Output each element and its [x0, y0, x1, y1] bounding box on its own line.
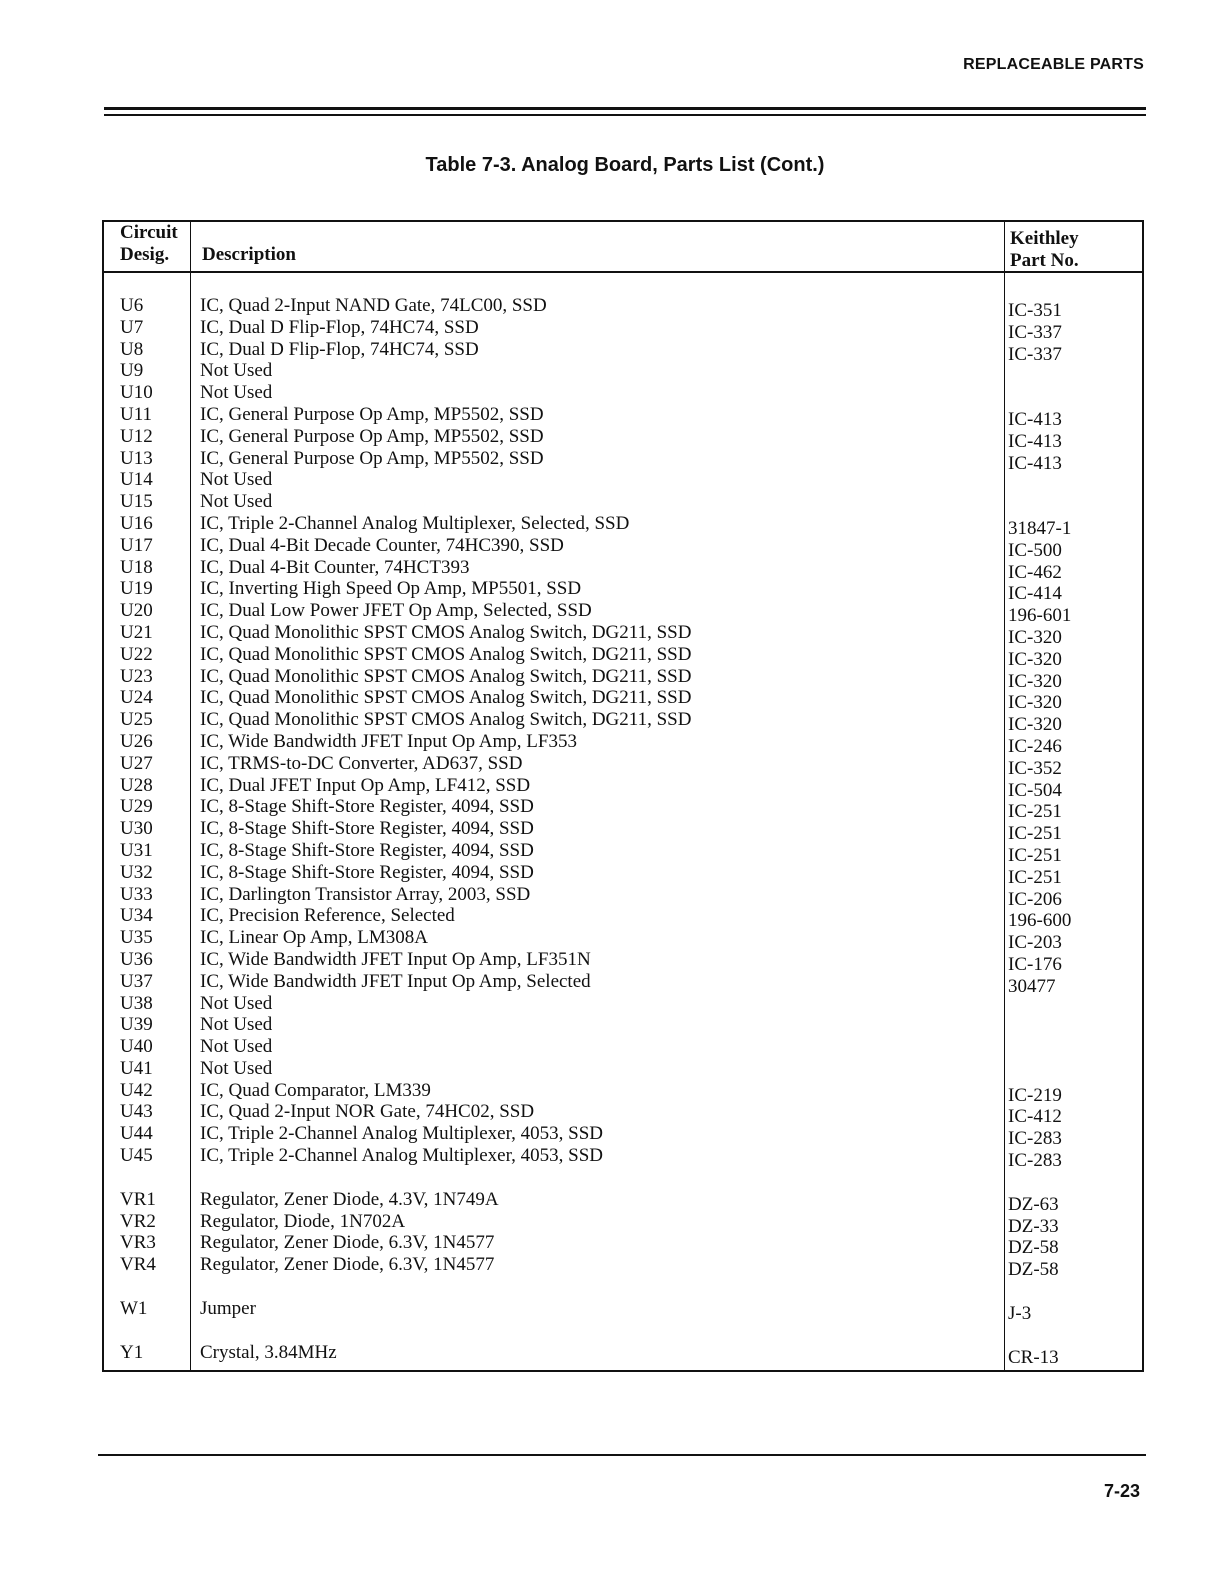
part-number: IC-320	[1008, 670, 1062, 692]
table-row	[104, 1188, 1142, 1215]
circuit-desig: U13	[120, 447, 153, 469]
description: Regulator, Zener Diode, 4.3V, 1N749A	[200, 1188, 499, 1210]
table-row	[104, 1036, 1142, 1058]
part-number: 30477	[1008, 975, 1056, 997]
table-row	[104, 905, 1142, 932]
circuit-desig: U30	[120, 818, 153, 840]
description: IC, 8-Stage Shift-Store Register, 4094, SSD	[200, 861, 534, 883]
circuit-desig: Y1	[120, 1341, 144, 1363]
part-number: DZ-58	[1008, 1237, 1059, 1259]
part-number: IC-320	[1008, 714, 1062, 736]
table-row	[104, 600, 1142, 627]
table-row	[104, 927, 1142, 954]
table-row	[104, 1232, 1142, 1259]
circuit-desig: U23	[120, 665, 153, 687]
description: IC, Dual Low Power JFET Op Amp, Selected, SSD	[200, 600, 592, 622]
circuit-desig: VR2	[120, 1210, 156, 1232]
part-number: IC-412	[1008, 1106, 1062, 1128]
circuit-desig: W1	[120, 1298, 148, 1320]
part-number: IC-414	[1008, 583, 1062, 605]
table-row	[104, 948, 1142, 975]
description: IC, TRMS-to-DC Converter, AD637, SSD	[200, 752, 523, 774]
page-number: 7-23	[1103, 1481, 1140, 1501]
part-number: IC-251	[1008, 801, 1062, 823]
group-spacer	[104, 1276, 1142, 1298]
part-number: IC-283	[1008, 1128, 1062, 1150]
circuit-desig: U26	[120, 730, 153, 752]
description: Not Used	[200, 382, 273, 404]
table-row	[104, 796, 1142, 823]
description: IC, Dual 4-Bit Decade Counter, 74HC390, SSD	[200, 534, 564, 556]
circuit-desig: U31	[120, 839, 153, 861]
group-spacer	[104, 1167, 1142, 1189]
description: Not Used	[200, 1036, 273, 1058]
circuit-desig: U24	[120, 687, 153, 709]
table-row	[104, 1079, 1142, 1106]
description: IC, Dual JFET Input Op Amp, LF412, SSD	[200, 774, 531, 796]
header-divider	[104, 271, 1142, 273]
part-number: IC-246	[1008, 735, 1062, 757]
table-row	[104, 818, 1142, 845]
description: Regulator, Diode, 1N702A	[200, 1210, 406, 1232]
table-row	[104, 643, 1142, 670]
description: Not Used	[200, 491, 273, 513]
table-title: Table 7-3. Analog Board, Parts List (Cont.)	[425, 154, 825, 176]
table-row	[104, 491, 1142, 513]
description: IC, General Purpose Op Amp, MP5502, SSD	[200, 403, 544, 425]
description: IC, Linear Op Amp, LM308A	[200, 927, 428, 949]
part-number: J-3	[1008, 1303, 1032, 1325]
circuit-desig: U41	[120, 1057, 153, 1079]
table-row	[104, 709, 1142, 736]
part-number: IC-413	[1008, 452, 1062, 474]
table-row	[104, 752, 1142, 779]
table-row	[104, 883, 1142, 910]
table-row	[104, 687, 1142, 714]
circuit-desig: U16	[120, 512, 153, 534]
circuit-desig: U20	[120, 600, 153, 622]
part-number: IC-351	[1008, 300, 1062, 321]
column-header-part: Keithley Part No.	[1010, 228, 1079, 271]
circuit-desig: U18	[120, 556, 153, 578]
circuit-desig: U12	[120, 425, 153, 447]
circuit-desig: U40	[120, 1036, 153, 1058]
description: Crystal, 3.84MHz	[200, 1341, 337, 1363]
description: IC, Quad Monolithic SPST CMOS Analog Switch, DG211, SSD	[200, 665, 692, 687]
description: IC, Quad Monolithic SPST CMOS Analog Switch, DG211, SSD	[200, 709, 692, 731]
circuit-desig: U32	[120, 861, 153, 883]
description: IC, Precision Reference, Selected	[200, 905, 455, 927]
description: Not Used	[200, 1014, 273, 1036]
description: IC, Dual D Flip-Flop, 74HC74, SSD	[200, 338, 479, 360]
circuit-desig: U19	[120, 578, 153, 600]
table-row	[104, 1298, 1142, 1325]
part-number: IC-413	[1008, 408, 1062, 430]
part-number: DZ-33	[1008, 1215, 1059, 1237]
description: IC, Quad Monolithic SPST CMOS Analog Switch, DG211, SSD	[200, 687, 692, 709]
table-row	[104, 512, 1142, 539]
circuit-desig: U25	[120, 709, 153, 731]
circuit-desig: U37	[120, 970, 153, 992]
table-row	[104, 447, 1142, 474]
part-number: IC-251	[1008, 844, 1062, 866]
table-row	[104, 382, 1142, 404]
circuit-desig: VR3	[120, 1232, 156, 1254]
part-number: IC-462	[1008, 561, 1062, 583]
table-row	[104, 1123, 1142, 1150]
table-row	[104, 993, 1142, 1015]
description: IC, Wide Bandwidth JFET Input Op Amp, LF353	[200, 730, 577, 752]
part-number: IC-320	[1008, 648, 1062, 670]
table-row	[104, 425, 1142, 452]
parts-table	[102, 220, 1144, 1372]
circuit-desig: U29	[120, 796, 153, 818]
description: IC, Dual 4-Bit Counter, 74HCT393	[200, 556, 470, 578]
description: IC, Dual D Flip-Flop, 74HC74, SSD	[200, 316, 479, 338]
circuit-desig: U11	[120, 403, 153, 425]
circuit-desig: VR1	[120, 1188, 156, 1210]
table-row	[104, 316, 1142, 343]
part-number: IC-413	[1008, 430, 1062, 452]
column-header-description: Description	[202, 244, 296, 265]
circuit-desig: U45	[120, 1145, 153, 1167]
part-number: 196-600	[1008, 910, 1072, 932]
circuit-desig: U17	[120, 534, 153, 556]
description: IC, Quad Monolithic SPST CMOS Analog Switch, DG211, SSD	[200, 643, 692, 665]
part-number: IC-251	[1008, 866, 1062, 888]
part-number: IC-337	[1008, 343, 1062, 365]
description: IC, General Purpose Op Amp, MP5502, SSD	[200, 425, 544, 447]
circuit-desig: U15	[120, 491, 153, 513]
description: Regulator, Zener Diode, 6.3V, 1N4577	[200, 1254, 495, 1276]
table-body	[104, 295, 1142, 1368]
circuit-desig: U8	[120, 338, 144, 360]
part-number: 31847-1	[1008, 517, 1072, 539]
table-row	[104, 1341, 1142, 1368]
column-header-desig: Circuit Desig.	[120, 222, 178, 265]
circuit-desig: U14	[120, 469, 153, 491]
description: Not Used	[200, 360, 273, 382]
part-number: CR-13	[1008, 1346, 1059, 1368]
part-number: IC-337	[1008, 321, 1062, 343]
description: IC, Triple 2-Channel Analog Multiplexer, 4053, SSD	[200, 1123, 603, 1145]
table-row	[104, 1101, 1142, 1128]
table-row	[104, 1058, 1142, 1080]
table-row	[104, 1145, 1142, 1172]
header-rule	[104, 107, 1146, 116]
part-number: IC-320	[1008, 692, 1062, 714]
description: Not Used	[200, 469, 273, 491]
description: Not Used	[200, 1057, 273, 1079]
part-number: IC-206	[1008, 888, 1062, 910]
part-number: IC-500	[1008, 539, 1062, 561]
part-number: 196-601	[1008, 605, 1072, 627]
part-number: IC-283	[1008, 1150, 1062, 1172]
part-number: IC-251	[1008, 823, 1062, 845]
part-number: IC-219	[1008, 1084, 1062, 1106]
circuit-desig: U6	[120, 295, 144, 316]
description: Jumper	[200, 1298, 256, 1320]
description: IC, General Purpose Op Amp, MP5502, SSD	[200, 447, 544, 469]
part-number: DZ-63	[1008, 1193, 1059, 1215]
description: IC, Wide Bandwidth JFET Input Op Amp, LF351N	[200, 948, 591, 970]
circuit-desig: U35	[120, 927, 153, 949]
description: IC, Quad Monolithic SPST CMOS Analog Switch, DG211, SSD	[200, 621, 692, 643]
circuit-desig: U28	[120, 774, 153, 796]
part-number: IC-320	[1008, 626, 1062, 648]
description: IC, Triple 2-Channel Analog Multiplexer, Selected, SSD	[200, 512, 630, 534]
part-number: IC-352	[1008, 757, 1062, 779]
description: Not Used	[200, 992, 273, 1014]
description: IC, Wide Bandwidth JFET Input Op Amp, Selected	[200, 970, 591, 992]
table-row	[104, 730, 1142, 757]
circuit-desig: U38	[120, 992, 153, 1014]
part-number: IC-504	[1008, 779, 1062, 801]
circuit-desig: U22	[120, 643, 153, 665]
description: IC, Quad 2-Input NAND Gate, 74LC00, SSD	[200, 295, 547, 316]
circuit-desig: U42	[120, 1079, 153, 1101]
circuit-desig: U33	[120, 883, 153, 905]
description: IC, Triple 2-Channel Analog Multiplexer, 4053, SSD	[200, 1145, 603, 1167]
description: IC, Quad Comparator, LM339	[200, 1079, 431, 1101]
table-row	[104, 338, 1142, 365]
description: IC, Inverting High Speed Op Amp, MP5501, SSD	[200, 578, 582, 600]
description: IC, 8-Stage Shift-Store Register, 4094, SSD	[200, 796, 534, 818]
table-row	[104, 295, 1142, 321]
table-row	[104, 970, 1142, 997]
description: IC, 8-Stage Shift-Store Register, 4094, SSD	[200, 818, 534, 840]
table-row	[104, 1254, 1142, 1281]
section-header: REPLACEABLE PARTS	[963, 56, 1144, 73]
circuit-desig: U34	[120, 905, 153, 927]
table-row	[104, 1210, 1142, 1237]
table-row	[104, 403, 1142, 430]
circuit-desig: U21	[120, 621, 153, 643]
table-row	[104, 1014, 1142, 1036]
circuit-desig: U10	[120, 382, 153, 404]
circuit-desig: U43	[120, 1101, 153, 1123]
circuit-desig: U39	[120, 1014, 153, 1036]
footer-rule	[98, 1454, 1146, 1456]
circuit-desig: U27	[120, 752, 153, 774]
group-spacer	[104, 1320, 1142, 1342]
circuit-desig: U7	[120, 316, 144, 338]
description: Regulator, Zener Diode, 6.3V, 1N4577	[200, 1232, 495, 1254]
table-row	[104, 360, 1142, 382]
table-row	[104, 578, 1142, 605]
description: IC, Darlington Transistor Array, 2003, SSD	[200, 883, 531, 905]
table-row	[104, 534, 1142, 561]
table-row	[104, 861, 1142, 888]
table-row	[104, 839, 1142, 866]
table-row	[104, 556, 1142, 583]
circuit-desig: VR4	[120, 1254, 156, 1276]
part-number: IC-176	[1008, 953, 1062, 975]
table-row	[104, 621, 1142, 648]
description: IC, 8-Stage Shift-Store Register, 4094, SSD	[200, 839, 534, 861]
circuit-desig: U9	[120, 360, 144, 382]
table-row	[104, 774, 1142, 801]
table-row	[104, 665, 1142, 692]
table-row	[104, 469, 1142, 491]
circuit-desig: U44	[120, 1123, 153, 1145]
part-number: IC-203	[1008, 932, 1062, 954]
circuit-desig: U36	[120, 948, 153, 970]
part-number: DZ-58	[1008, 1259, 1059, 1281]
description: IC, Quad 2-Input NOR Gate, 74HC02, SSD	[200, 1101, 535, 1123]
